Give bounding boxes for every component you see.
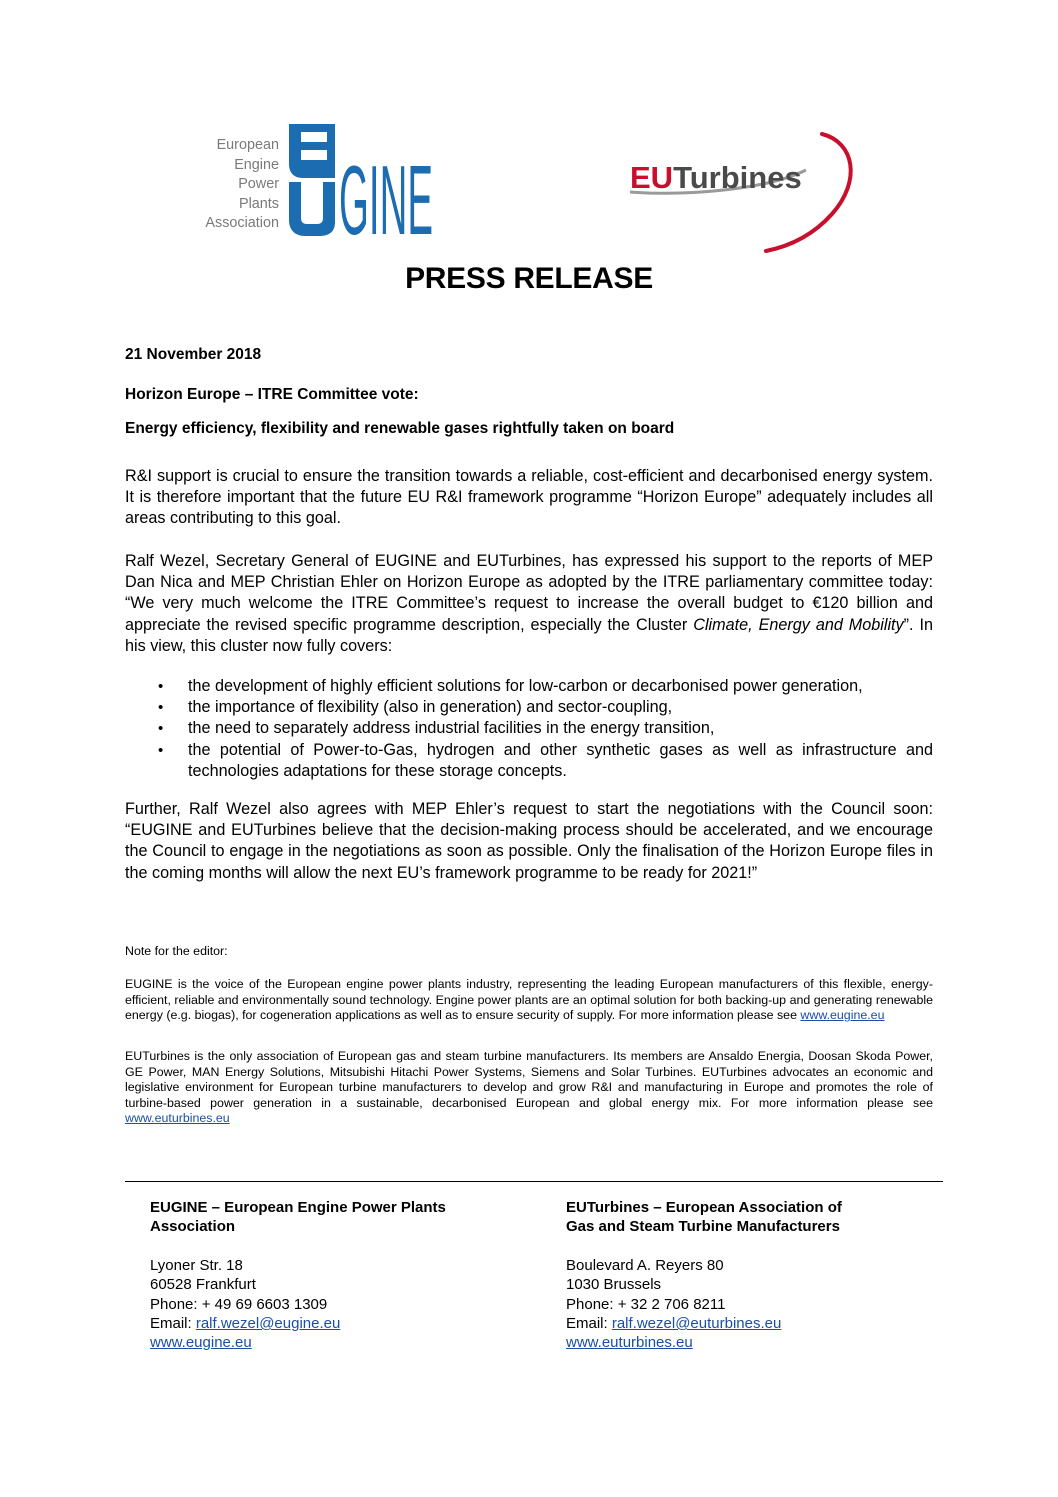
list-item: [125, 718, 933, 739]
contact-email-row: [566, 1314, 926, 1333]
eugine-logo-word: European: [216, 137, 279, 153]
euturbines-logo-prefix: EU: [630, 160, 674, 195]
contact-website-link[interactable]: www.euturbines.eu: [566, 1334, 693, 1352]
eugine-logo-word: Plants: [239, 195, 279, 212]
euturbines-website-link[interactable]: www.euturbines.eu: [125, 1111, 230, 1126]
paragraph-2-text-end: ”. In his view, this cluster now fully covers:: [125, 615, 933, 655]
contact-website-row: [566, 1333, 926, 1352]
euturbines-logo-suffix: Turbines: [673, 160, 802, 195]
bullet-list: [125, 676, 933, 782]
cluster-name: Climate, Energy and Mobility: [693, 615, 904, 634]
divider: [125, 1181, 943, 1182]
eugine-logo-word: Engine: [234, 156, 279, 173]
contact-name: Gas and Steam Turbine Manufacturers: [566, 1218, 840, 1236]
bullet-icon: •: [158, 678, 164, 695]
page-title: PRESS RELEASE: [405, 262, 653, 295]
eugine-logo-word: Association: [205, 215, 279, 232]
contact-email-link[interactable]: ralf.wezel@euturbines.eu: [611, 1315, 782, 1333]
euturbines-logo: [626, 130, 858, 252]
contact-street: Boulevard A. Reyers 80: [566, 1256, 724, 1274]
email-label: Email:: [566, 1315, 612, 1333]
eugine-logo-words: [203, 136, 279, 234]
list-item-text: the need to separately address industrial facilities in the energy transition,: [188, 719, 715, 738]
release-date: 21 November 2018: [125, 346, 262, 363]
eugine-logo: [203, 122, 435, 255]
body-paragraph-3: Further, Ralf Wezel also agrees with MEP Ehler’s request to start the negotiations with the Council soon: “EUGINE and EUTurbines believe that the decision-making process should be accelerated, and we encourage the Council to engage in the negotiations as soon as possible. Only the finalisation of the Horizon Europe files in the coming months will allow the next EU’s framework programme to be ready for 2021!”: [125, 800, 933, 882]
body-paragraph-2: [125, 551, 933, 657]
note-eugine: [125, 977, 933, 1024]
list-item-text: the development of highly efficient solutions for low-carbon or decarbonised power generation,: [188, 677, 863, 695]
note-euturbines-text: EUTurbines is the only association of European gas and steam turbine manufacturers. Its members are Ansaldo Energia, Doosan Skoda Power, GE Power, MAN Energy Solutions, Mitsubishi Hitachi Power Systems, Siemens and Solar Turbines. EUTurbines advocates an economic and legislative environment for European turbine manufacturers to develop and grow R&I and manufacturing in Europe and promotes the role of turbine-based power generation in a sustainable, decarbonised European and global energy mix. For more information please see: [125, 1049, 933, 1110]
list-item: [125, 697, 933, 718]
contact-website-link[interactable]: www.eugine.eu: [150, 1334, 252, 1352]
contact-website-row: [150, 1333, 510, 1352]
list-item-text: the importance of flexibility (also in generation) and sector-coupling,: [188, 698, 673, 717]
note-eugine-text: EUGINE is the voice of the European engine power plants industry, representing the leading European manufacturers of this flexible, energy-efficient, reliable and environmentally sound technology. Engine power plants are an optimal solution for both backing-up and generating renewable energy (e.g. biogas), for cogeneration applications as well as to ensure security of supply. For more information please see: [125, 977, 933, 1023]
contact-city: 60528 Frankfurt: [150, 1276, 256, 1294]
note-label: Note for the editor:: [125, 944, 228, 958]
eugine-logo-mark: [285, 122, 435, 255]
eugine-logo-gine: GINE: [339, 145, 433, 255]
eugine-website-link[interactable]: www.eugine.eu: [800, 1008, 885, 1023]
headline: Horizon Europe – ITRE Committee vote:: [125, 386, 419, 403]
contact-euturbines: [566, 1198, 926, 1353]
contact-name: EUGINE – European Engine Power Plants: [150, 1199, 446, 1216]
email-label: Email:: [150, 1315, 196, 1333]
paragraph-2-text: Ralf Wezel, Secretary General of EUGINE and EUTurbines, has expressed his support to the reports of MEP Dan Nica and MEP Christian Ehler on Horizon Europe as adopted by the ITRE parliamentary committee today: “We very much welcome the ITRE Committee’s request to increase the overall budget to €120 billion and appreciate the revised specific programme description, especially the Cluster: [125, 552, 933, 634]
contact-phone: Phone: + 49 69 6603 1309: [150, 1295, 328, 1313]
contact-phone: Phone: + 32 2 706 8211: [566, 1295, 726, 1313]
bullet-icon: •: [158, 699, 164, 717]
subheadline: Energy efficiency, flexibility and renewable gases rightfully taken on board: [125, 420, 675, 437]
body-paragraph-1: R&I support is crucial to ensure the transition towards a reliable, cost-efficient and decarbonised energy system. It is therefore important that the future EU R&I framework programme “Horizon Europe” adequately includes all areas contributing to this goal.: [125, 467, 933, 528]
list-item: [125, 740, 933, 782]
contact-name: EUTurbines – European Association of: [566, 1199, 842, 1216]
eugine-logo-word: Power: [238, 176, 279, 193]
list-item-text: the potential of Power-to-Gas, hydrogen and other synthetic gases as well as infrastructure and technologies adaptations for these storage concepts.: [188, 740, 933, 780]
contact-eugine: [150, 1198, 510, 1353]
contact-city: 1030 Brussels: [566, 1276, 662, 1294]
euturbines-logo-text: [630, 160, 802, 195]
note-euturbines: [125, 1049, 933, 1127]
list-item: [125, 676, 933, 697]
bullet-icon: •: [158, 741, 164, 759]
contact-email-link[interactable]: ralf.wezel@eugine.eu: [195, 1315, 341, 1333]
contact-name: Association: [150, 1218, 236, 1236]
contact-street: Lyoner Str. 18: [150, 1256, 243, 1274]
contact-email-row: [150, 1314, 510, 1333]
bullet-icon: •: [158, 720, 164, 738]
